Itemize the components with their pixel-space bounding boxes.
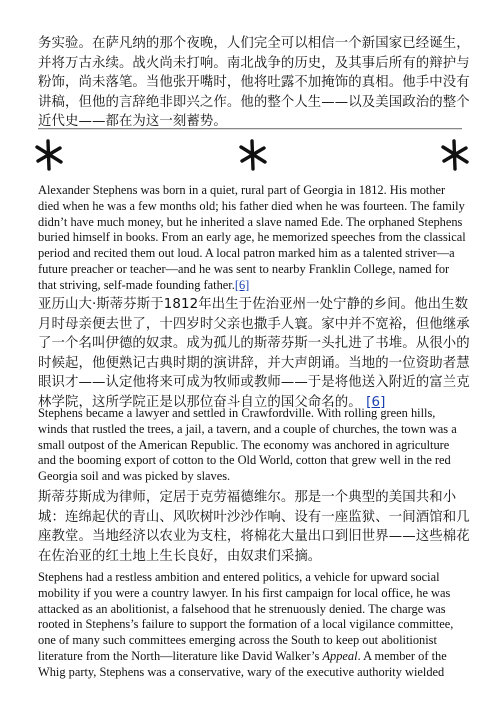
section-divider xyxy=(38,128,462,130)
book-title: Appeal xyxy=(322,648,358,663)
footnote-link[interactable]: [6] xyxy=(234,277,250,292)
star-icon xyxy=(34,139,64,171)
paragraph-en-3-text-end: . A member of the Whig party, Stephens was a conservative, wary of the executive authority wielded xyxy=(38,648,447,679)
star-icon xyxy=(238,139,268,171)
paragraph-en-3-text: Stephens had a restless ambition and entered politics, a vehicle for upward social mobility if you were a country lawyer. In his first campaign for local office, he was attacked as an abolitionist, a falsehood that he strenuously denied. The charge was rooted in Stephens’s failure to support the formation of a local vigilance committee, one of many such committees emerging across the South to keep out abolitionist literature from the North—literature like David Walker’s xyxy=(38,570,454,663)
paragraph-zh-1 xyxy=(38,295,470,412)
paragraph-en-2: Stephens became a lawyer and settled in Crawfordville. With rolling green hills, winds that rustled the trees, a jail, a tavern, and a couple of churches, the town was a small outpost of the American Republic. The economy was anchored in agriculture and the booming export of cotton to the Old World, cotton that grew well in the red Georgia soil and was picked by slaves. xyxy=(38,406,457,484)
footnote-link[interactable]: [6] xyxy=(366,394,386,410)
paragraph-zh-1-text: 亚历山大·斯蒂芬斯于1812年出生于佐治亚州一处宁静的乡间。他出生数月时母亲便去世了，十四岁时父亲也撒手人寰。家中并不宽裕，但他继承了一个名叫伊德的奴隶。成为孤儿的斯蒂芬斯一头扎进了书堆。从很小的时候起，他便熟记古典时期的演讲辞，并大声朗诵。当地的一位资助者慧眼识才——认定他将来可成为牧师或教师——于是将他送入附近的富兰克林学院，这所学院正是以那位奋斗自立的国父命名的。 xyxy=(38,297,470,410)
paragraph-en-3 xyxy=(38,570,468,681)
star-icon xyxy=(440,139,470,171)
paragraph-zh-2: 斯蒂芬斯成为律师，定居于克劳福德维尔。那是一个典型的美国共和小城：连绵起伏的青山、风吹树叶沙沙作响、设有一座监狱、一间酒馆和几座教堂。当地经济以农业为支柱，将棉花大量出口到旧世界——这些棉花在佐治亚的红土地上生长良好，由奴隶们采摘。 xyxy=(38,490,470,564)
paragraph-zh-intro: 务实验。在萨凡纳的那个夜晚，人们完全可以相信一个新国家已经诞生，并将万古永续。战火尚未打响。南北战争的历史，及其事后所有的辩护与粉饰，尚未落笔。当他张开嘴时，他将吐露不加掩饰的真相。他手中没有讲稿，但他的言辞绝非即兴之作。他的整个人生——以及美国政治的整个近代史——都在为这一刻蓄势。 xyxy=(38,36,470,129)
paragraph-en-1-text: Alexander Stephens was born in a quiet, rural part of Georgia in 1812. His mother died when he was a few months old; his father died when he was fourteen. The family didn’t have much money, but he inherited a slave named Ede. The orphaned Stephens buried himself in books. From an early age, he memorized speeches from the classical period and recited them out loud. A local patron marked him as a talented striver—a future preacher or teacher—and he was sent to nearby Franklin College, named for that striving, self-made founding father. xyxy=(38,183,466,292)
paragraph-en-1 xyxy=(38,183,468,294)
